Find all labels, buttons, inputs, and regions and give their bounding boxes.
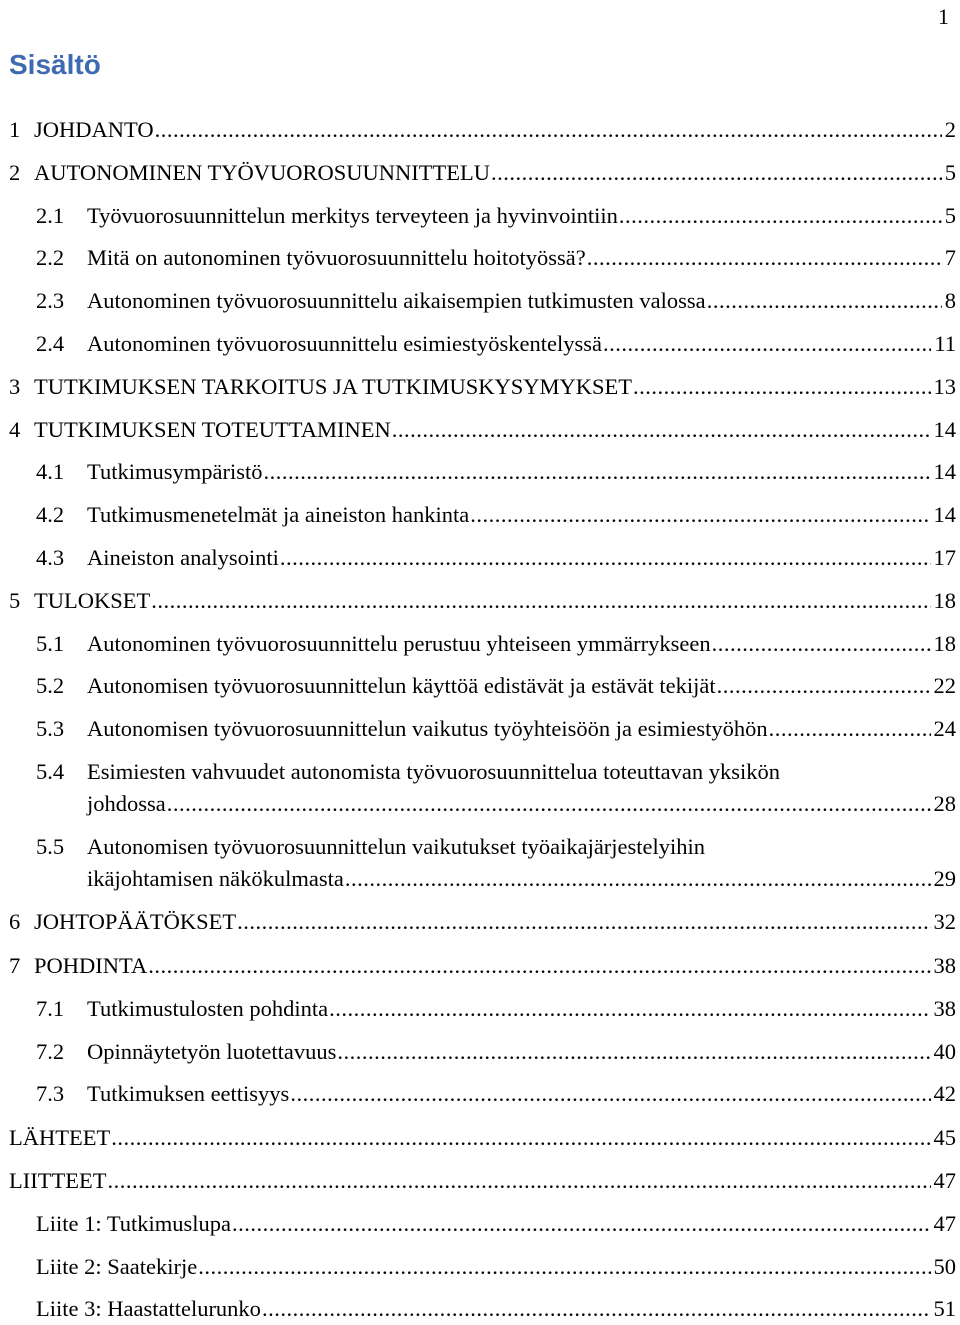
toc-entry-2-2[interactable]: [36, 242, 956, 274]
toc-leader-dots: [491, 157, 942, 189]
toc-entry-number: 5.2: [36, 673, 65, 698]
toc-leader-dots: [155, 114, 942, 146]
toc-entry-title: Tutkimuksen eettisyys: [87, 1081, 290, 1106]
toc-entry-title: Autonomisen työvuorosuunnittelun vaikutukset työaikajärjestelyihin: [87, 834, 706, 859]
toc-entry-title: Tutkimusympäristö: [87, 459, 263, 484]
toc-entry-title: Autonominen työvuorosuunnittelu esimiestyöskentelyssä: [87, 331, 602, 356]
toc-entry-4-1[interactable]: [36, 456, 956, 488]
toc-entry-title: Mitä on autonominen työvuorosuunnittelu hoitotyössä?: [87, 245, 586, 270]
toc-entry-page: 7: [944, 245, 956, 270]
toc-entry-page: 14: [933, 459, 956, 484]
toc-entry-number: 7.3: [36, 1081, 65, 1106]
toc-entry-7-3[interactable]: [36, 1078, 956, 1110]
toc-entry-title: Autonominen työvuorosuunnittelu perustuu yhteiseen ymmärrykseen: [87, 631, 711, 656]
toc-entry-title-continued: ikäjohtamisen näkökulmasta: [87, 866, 344, 891]
toc-title: Sisältö: [9, 49, 101, 80]
toc-entry-liite-2[interactable]: [36, 1251, 956, 1283]
toc-entry-number: 5.4: [36, 759, 65, 784]
toc-entry-page: 50: [933, 1254, 956, 1279]
toc-entry-2-4[interactable]: [36, 328, 956, 360]
toc-leader-dots: [712, 628, 931, 660]
toc-entry-5-5[interactable]: [36, 831, 956, 895]
toc-entry-page: 47: [933, 1168, 956, 1193]
toc-entry-number: 7: [9, 953, 21, 978]
toc-entry-title: AUTONOMINEN TYÖVUOROSUUNNITTELU: [34, 160, 491, 185]
toc-entry-liite-3[interactable]: [36, 1293, 956, 1325]
toc-entry-number: 2: [9, 160, 21, 185]
toc-entry-title-continued: johdossa: [87, 791, 166, 816]
toc-leader-dots: [633, 371, 930, 403]
toc-entry-johdanto[interactable]: [9, 114, 956, 146]
toc-entry-title: Liite 1: Tutkimuslupa: [36, 1211, 232, 1236]
toc-entry-number: 7.1: [36, 996, 65, 1021]
toc-entry-2-1[interactable]: [36, 200, 956, 232]
toc-entry-number: 2.1: [36, 203, 65, 228]
toc-entry-tutkimuksen-tarkoitus[interactable]: [9, 371, 956, 403]
toc-entry-number: 4.1: [36, 459, 65, 484]
toc-entry-page: 22: [933, 673, 956, 698]
toc-entry-page: 18: [933, 588, 956, 613]
toc-entry-2-3[interactable]: [36, 285, 956, 317]
toc-entry-number: 4: [9, 417, 21, 442]
toc-entry-number: 2.2: [36, 245, 65, 270]
toc-entry-title: Liite 2: Saatekirje: [36, 1254, 198, 1279]
toc-leader-dots: [237, 906, 930, 938]
toc-entry-number: 1: [9, 117, 21, 142]
toc-entry-title: TUTKIMUKSEN TOTEUTTAMINEN: [34, 417, 391, 442]
toc-entry-number: 5.1: [36, 631, 65, 656]
toc-leader-dots: [707, 285, 942, 317]
toc-leader-dots: [198, 1251, 930, 1283]
toc-entry-page: 8: [944, 288, 956, 313]
toc-entry-title: JOHTOPÄÄTÖKSET: [34, 909, 237, 934]
toc-entry-tulokset[interactable]: [9, 585, 956, 617]
toc-entry-page: 17: [933, 545, 956, 570]
toc-entry-title: TUTKIMUKSEN TARKOITUS JA TUTKIMUSKYSYMYKSET: [34, 374, 633, 399]
toc-entry-7-1[interactable]: [36, 993, 956, 1025]
toc-entry-page: 29: [933, 866, 956, 891]
toc-leader-dots: [470, 499, 930, 531]
toc-entry-page: 14: [933, 502, 956, 527]
toc-entry-page: 5: [944, 160, 956, 185]
toc-leader-dots: [107, 1165, 930, 1197]
toc-entry-title: Työvuorosuunnittelun merkitys terveyteen ja hyvinvointiin: [87, 203, 618, 228]
toc-entry-title: Autonominen työvuorosuunnittelu aikaisempien tutkimusten valossa: [87, 288, 706, 313]
toc-entry-lahteet[interactable]: [9, 1122, 956, 1154]
toc-entry-title: TULOKSET: [34, 588, 151, 613]
toc-entry-title: LIITTEET: [9, 1168, 107, 1193]
toc-entry-page: 40: [933, 1039, 956, 1064]
toc-entry-title: POHDINTA: [34, 953, 148, 978]
toc-leader-dots: [167, 788, 931, 820]
toc-entry-page: 11: [934, 331, 956, 356]
toc-entry-page: 47: [933, 1211, 956, 1236]
toc-entry-4-2[interactable]: [36, 499, 956, 531]
toc-leader-dots: [619, 200, 942, 232]
toc-entry-liite-1[interactable]: [36, 1208, 956, 1240]
toc-entry-liitteet[interactable]: [9, 1165, 956, 1197]
toc-entry-title: JOHDANTO: [34, 117, 154, 142]
toc-entry-page: 42: [933, 1081, 956, 1106]
toc-entry-title: Autonomisen työvuorosuunnittelun vaikutus työyhteisöön ja esimiestyöhön: [87, 716, 768, 741]
toc-leader-dots: [290, 1078, 930, 1110]
toc-entry-number: 4.2: [36, 502, 65, 527]
toc-entry-page: 13: [933, 374, 956, 399]
toc-entry-page: 28: [933, 791, 956, 816]
toc-entry-5-3[interactable]: [36, 713, 956, 745]
toc-entry-page: 14: [933, 417, 956, 442]
toc-leader-dots: [148, 950, 930, 982]
toc-leader-dots: [262, 1293, 931, 1325]
toc-entry-number: 7.2: [36, 1039, 65, 1064]
toc-leader-dots: [587, 242, 942, 274]
toc-entry-page: 38: [933, 953, 956, 978]
toc-entry-4-3[interactable]: [36, 542, 956, 574]
toc-leader-dots: [232, 1208, 930, 1240]
toc-entry-title: Autonomisen työvuorosuunnittelun käyttöä edistävät ja estävät tekijät: [87, 673, 716, 698]
toc-entry-page: 51: [933, 1296, 956, 1321]
toc-entry-title: Tutkimustulosten pohdinta: [87, 996, 329, 1021]
toc-leader-dots: [345, 863, 931, 895]
toc-entry-page: 24: [933, 716, 956, 741]
toc-entry-page: 5: [944, 203, 956, 228]
toc-entry-number: 6: [9, 909, 21, 934]
toc-entry-5-4[interactable]: [36, 756, 956, 820]
toc-entry-5-2[interactable]: [36, 670, 956, 702]
toc-entry-number: 2.3: [36, 288, 65, 313]
toc-leader-dots: [603, 328, 931, 360]
toc-entry-page: 18: [933, 631, 956, 656]
toc-entry-title: Opinnäytetyön luotettavuus: [87, 1039, 337, 1064]
toc-entry-tutkimuksen-toteuttaminen[interactable]: [9, 414, 956, 446]
toc-entry-title: Tutkimusmenetelmät ja aineiston hankinta: [87, 502, 470, 527]
toc-entry-title: Esimiesten vahvuudet autonomista työvuorosuunnittelua toteuttavan yksikön: [87, 759, 781, 784]
toc-entry-number: 5.5: [36, 834, 65, 859]
toc-entry-title: Aineiston analysointi: [87, 545, 279, 570]
toc-entry-title: Liite 3: Haastattelurunko: [36, 1296, 261, 1321]
toc-entry-johtopaatokset[interactable]: [9, 906, 956, 938]
toc-leader-dots: [263, 456, 930, 488]
toc-entry-autonominen-tyovuorosuunnittelu[interactable]: [9, 157, 956, 189]
toc-leader-dots: [337, 1036, 930, 1068]
toc-leader-dots: [392, 414, 931, 446]
toc-entry-title: LÄHTEET: [9, 1125, 111, 1150]
toc-entry-page: 45: [933, 1125, 956, 1150]
toc-entry-page: 38: [933, 996, 956, 1021]
toc-entry-page: 2: [944, 117, 956, 142]
toc-leader-dots: [329, 993, 930, 1025]
toc-leader-dots: [717, 670, 931, 702]
toc-entry-number: 4.3: [36, 545, 65, 570]
toc-leader-dots: [769, 713, 931, 745]
toc-leader-dots: [280, 542, 931, 574]
toc-leader-dots: [111, 1122, 930, 1154]
toc-entry-7-2[interactable]: [36, 1036, 956, 1068]
toc-entry-number: 2.4: [36, 331, 65, 356]
toc-entry-page: 32: [933, 909, 956, 934]
toc-leader-dots: [151, 585, 930, 617]
toc-entry-5-1[interactable]: [36, 628, 956, 660]
toc-entry-number: 3: [9, 374, 21, 399]
toc-entry-number: 5: [9, 588, 21, 613]
toc-entry-pohdinta[interactable]: [9, 950, 956, 982]
page-number: 1: [938, 4, 949, 29]
toc-entry-number: 5.3: [36, 716, 65, 741]
